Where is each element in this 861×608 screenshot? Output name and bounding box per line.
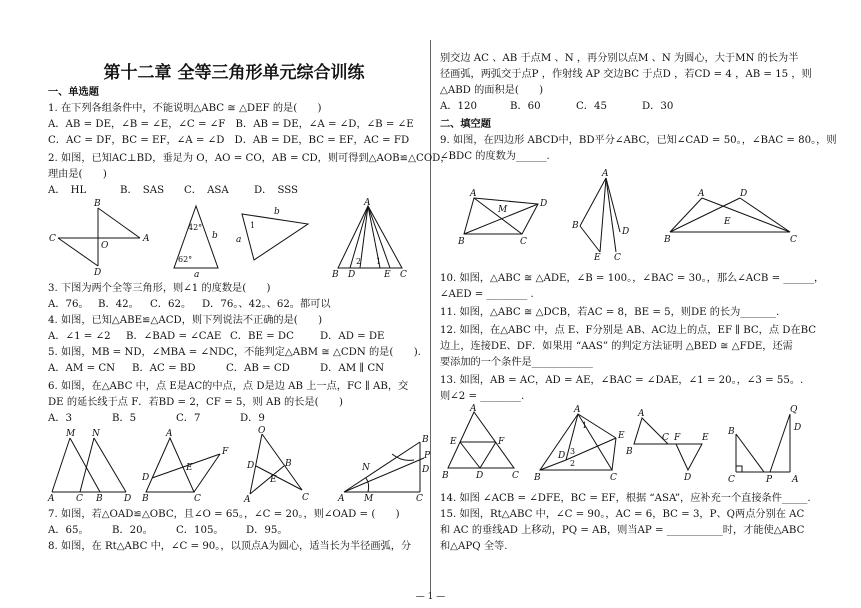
option-c: C．AB = CD — [226, 363, 290, 374]
f13-label-b: B — [534, 473, 541, 483]
option-c: C．BE = DC — [230, 331, 294, 342]
option-b: B．AC = BD — [132, 363, 196, 374]
f13-angle-3: 3 — [570, 447, 576, 456]
f7-label-d: D — [247, 461, 255, 471]
question-15-line-3: 和△APQ 全等. — [440, 541, 508, 552]
f12-label-f: F — [498, 437, 505, 447]
option-d: D．9 — [240, 413, 265, 424]
f11-label-a: A — [698, 189, 705, 199]
f4-label-c: C — [400, 270, 407, 280]
f3r-side-a: a — [236, 235, 242, 245]
f13-angle-2: 2 — [570, 459, 576, 468]
f6-label-c: C — [194, 494, 201, 504]
f11-label-c: C — [790, 235, 797, 245]
column-divider — [430, 40, 431, 592]
f6-label-d: D — [142, 473, 150, 483]
option-d: D．76。、42。、62。都可以 — [202, 299, 331, 310]
option-b: B． SAS — [120, 185, 165, 196]
option-b: B．60 — [510, 101, 541, 112]
question-7: 7. 如图，若△OAD≌△OBC，且∠O = 65。，∠C = 20。，则∠OAD = ( ) — [48, 509, 400, 520]
f10-label-e: E — [594, 253, 601, 263]
f3-angle-62: 62° — [178, 255, 193, 264]
f10-label-d: D — [622, 227, 630, 237]
figure-q10 — [571, 169, 629, 263]
question-14: 14. 如图 ∠ACB = ∠DFE，BC = EF，根据 “ASA”，应补充一个直接条件_____. — [440, 493, 811, 504]
option-c: C．45 — [576, 101, 607, 112]
question-8-line-4: △ABD 的面积是( ) — [440, 85, 544, 96]
page-title: 第十二章 全等三角形单元综合训练 — [103, 63, 365, 83]
figure-q5 — [47, 429, 131, 504]
question-2-options — [48, 184, 298, 198]
f14-label-c: C — [662, 433, 669, 443]
question-12-line-1: 12. 如图，在△ABC 中，点 E、F分别是 AB、AC边上的点，EF ∥ BC，点 D在BC — [440, 325, 817, 336]
f14-label-a: A — [638, 409, 645, 419]
option-b: B．42。 — [98, 299, 139, 310]
figure-q15 — [727, 405, 801, 485]
page-number: — 1 — — [415, 592, 446, 602]
f4-label-d: D — [348, 270, 356, 280]
question-13-line-1: 13. 如图，AB = AC，AD = AE，∠BAC = ∠DAE，∠1 = 20。，∠3 = 55。. — [440, 375, 804, 386]
f13-label-a: A — [574, 405, 581, 415]
f11-label-b: B — [664, 235, 671, 245]
figure-q8 — [337, 435, 431, 504]
f13-label-d: D — [558, 451, 566, 461]
option-b: B．5 — [112, 413, 137, 424]
figure-q3-right — [236, 207, 308, 260]
f13-label-c: C — [610, 473, 617, 483]
f12-label-a: A — [470, 404, 477, 414]
f8-label-a: A — [338, 494, 345, 504]
f15-label-c: C — [728, 475, 735, 485]
section-fill-heading: 二、填空题 — [440, 119, 491, 130]
question-1-options-ab: A．AB = DE，∠B = ∠E，∠C = ∠F B．AB = DE，∠A = ∠D，∠B = ∠E — [48, 119, 414, 130]
option-b: B．20。 — [112, 525, 153, 536]
f7-label-c: C — [302, 493, 309, 503]
f11-label-e: E — [724, 217, 731, 227]
question-8-line-3: 径画弧，两弧交于点P ，作射线 AP 交边BC 于点D ，若CD = 4 ，AB = 15 ，则 — [440, 69, 812, 80]
f12-label-b: B — [442, 471, 449, 481]
option-a: A．76。 — [48, 299, 89, 310]
f2-label-b: B — [94, 199, 101, 209]
f15-label-b: B — [728, 427, 735, 437]
f15-label-p: P — [766, 475, 773, 485]
f5-label-c: C — [76, 494, 83, 504]
f13-label-e: E — [618, 431, 625, 441]
f8-label-p: P — [424, 451, 431, 461]
f4-label-e: E — [384, 270, 391, 280]
f12-label-e: E — [450, 437, 457, 447]
figure-q7 — [243, 426, 309, 505]
f6-label-a: A — [166, 429, 173, 439]
option-d: D．AD = DE — [320, 331, 385, 342]
f5-label-n: N — [92, 429, 100, 439]
option-a: A． HL — [48, 185, 87, 196]
question-7-options — [48, 524, 288, 538]
f15-label-a: A — [792, 475, 799, 485]
figures-q12-q15 — [440, 404, 824, 486]
question-15-line-1: 15. 如图，Rt△ABC 中，∠C = 90。，AC = 6，BC = 3，P、Q两点分别在 AC — [440, 509, 805, 520]
f8-label-m: M — [364, 494, 374, 504]
option-c: C．7 — [176, 413, 201, 424]
f3r-side-b: b — [274, 207, 280, 217]
f15-label-d: D — [794, 423, 802, 433]
f3r-angle-1: 1 — [250, 221, 256, 230]
f2-label-c: C — [49, 234, 56, 244]
figure-q14 — [625, 409, 709, 483]
f3-angle-42: 42° — [188, 223, 203, 232]
f14-label-d: D — [684, 473, 692, 483]
figure-q9 — [457, 189, 547, 247]
option-b: B．∠BAD = ∠CAE — [126, 331, 222, 342]
f14-label-b: B — [626, 447, 633, 457]
f7-label-o: O — [258, 426, 266, 436]
option-c: C．62。 — [150, 299, 192, 310]
f8-label-c: C — [416, 494, 423, 504]
question-15-line-2: 和 AC 的垂线AD 上移动，PQ = AB，则当AP = ___________时，才能使△ABC — [440, 525, 805, 536]
question-3: 3. 下图为两个全等三角形，则∠1 的度数是( ) — [48, 283, 271, 294]
question-13-line-2: 则∠2 = ________. — [440, 391, 525, 402]
f3-side-b: b — [212, 231, 218, 241]
question-3-options — [48, 298, 331, 312]
figures-q2-q4 — [46, 198, 426, 278]
question-1-options-cd: C．AC = DF，BC = EF，∠A = ∠D D．AB = DE，BC = EF，AC = FD — [48, 135, 410, 146]
question-6-options — [48, 412, 265, 426]
f2-label-a: A — [143, 234, 150, 244]
f6-label-b: B — [142, 494, 149, 504]
f8-label-b: B — [422, 435, 429, 445]
f6-label-e: E — [186, 463, 193, 473]
question-9-line-1: 9. 如图，在四边形 ABCD中，BD平分∠ABC，已知∠CAD = 50。，∠BAC = 80。，则 — [440, 135, 837, 146]
f8-label-n: N — [362, 463, 370, 473]
f3-side-a: a — [194, 270, 200, 280]
question-12-line-3: 要添加的一个条件是____________ — [440, 357, 593, 368]
option-d: D．AM ∥ CN — [320, 363, 385, 374]
option-d: D． SSS — [254, 185, 299, 196]
figure-q11 — [663, 189, 797, 245]
question-10-line-1: 10. 如图，△ABC ≅ △ADE，∠B = 100。，∠BAC = 30。，那么∠ACB = ______， — [440, 273, 825, 284]
option-a: A．3 — [48, 413, 73, 424]
figure-q4 — [331, 198, 407, 280]
f10-label-c: C — [614, 253, 621, 263]
f9-label-c: C — [520, 237, 527, 247]
figures-q5-q8 — [44, 426, 431, 505]
f15-label-q: Q — [790, 405, 798, 415]
question-1: 1. 在下列各组条件中，不能说明△ABC ≅ △DEF 的是( ) — [48, 103, 322, 114]
question-4: 4. 如图，已知△ABE≌△ACD，则下列说法不正确的是( ) — [48, 315, 323, 326]
f6-label-f: F — [222, 447, 229, 457]
f14-label-e: E — [702, 433, 709, 443]
option-a: A．AM = CN — [48, 363, 116, 374]
f4-angle-1: 1 — [376, 257, 382, 266]
question-8-options — [440, 100, 673, 114]
question-2-line-2: 理由是( ) — [48, 169, 107, 180]
f8-label-d: D — [422, 465, 430, 475]
f9-label-m: M — [498, 205, 508, 215]
question-4-options — [48, 330, 385, 344]
question-6-line-1: 6. 如图，在△ABC 中，点 E是AC的中点，点 D是边 AB 上一点，FC ∥ AB，交 — [48, 381, 409, 392]
f4-label-b: B — [332, 270, 339, 280]
option-a: A．∠1 = ∠2 — [48, 331, 111, 342]
option-d: D．95。 — [246, 525, 288, 536]
question-9-line-2: ∠BDC 的度数为______. — [440, 151, 550, 162]
f10-label-a: A — [602, 169, 609, 179]
f13-angle-1: 1 — [582, 421, 588, 430]
question-10-line-2: ∠AED = ________ . — [440, 289, 534, 300]
figure-q6 — [141, 429, 229, 504]
question-12-line-2: 边上，连接DE、DF．如果用 “AAS” 的判定方法证明 △BED ≅ △FDE，还需 — [440, 341, 793, 352]
question-2-line-1: 2. 如图，已知AC⊥BD，垂足为 O，AO = CO，AB = CD，则可得到△AOB≌△COD， — [48, 153, 451, 164]
option-c: C． ASA — [184, 185, 229, 196]
f5-label-b: B — [96, 494, 103, 504]
f5-label-a: A — [48, 494, 55, 504]
section-choice-heading: 一、单选题 — [48, 87, 99, 98]
question-8-line-2: 别交边 AC 、AB 于点M 、N ，再分别以点M 、N 为圆心，大于MN 的长为半 — [440, 53, 799, 64]
f12-label-d: D — [476, 471, 484, 481]
f4-label-a: A — [364, 198, 371, 208]
f11-label-d: D — [740, 189, 748, 199]
f9-label-b: B — [458, 237, 465, 247]
f2-label-o: O — [101, 241, 109, 251]
f9-label-d: D — [540, 199, 548, 209]
figure-q12 — [441, 404, 519, 481]
f7-label-b: B — [285, 459, 292, 469]
f5-label-m: M — [66, 429, 76, 439]
f4-angle-2: 2 — [356, 257, 362, 266]
option-c: C．105。 — [176, 525, 224, 536]
f10-label-b: B — [572, 221, 579, 231]
figure-q2 — [49, 199, 150, 278]
f7-label-a: A — [244, 495, 251, 505]
question-11: 11. 如图，△ABC ≅ △DCB，若AC = 8，BE = 5，则DE 的长为_______. — [440, 307, 780, 318]
question-6-line-2: DE 的延长线于点 F．若BD = 2，CF = 5，则 AB 的长是( ) — [48, 397, 343, 408]
option-a: A．65。 — [48, 525, 89, 536]
f5-label-d: D — [124, 494, 132, 504]
f2-label-d: D — [94, 268, 102, 278]
question-5: 5. 如图，MB = ND，∠MBA = ∠NDC，不能判定△ABM ≅ △CDN 的是( ). — [48, 347, 421, 358]
f9-label-a: A — [470, 189, 477, 199]
option-a: A．120 — [440, 101, 477, 112]
figure-q3-left — [174, 206, 218, 280]
f7-label-e: E — [270, 475, 277, 485]
f12-label-c: C — [512, 471, 519, 481]
figure-q13 — [533, 405, 625, 483]
option-d: D．30 — [642, 101, 674, 112]
figures-q9-q11 — [440, 168, 824, 263]
question-8-line-1: 8. 如图，在 Rt△ABC 中，∠C = 90。，以顶点A为圆心，适当长为半径画弧，分 — [48, 541, 412, 552]
f14-label-f: F — [674, 433, 681, 443]
question-5-options — [48, 362, 384, 376]
